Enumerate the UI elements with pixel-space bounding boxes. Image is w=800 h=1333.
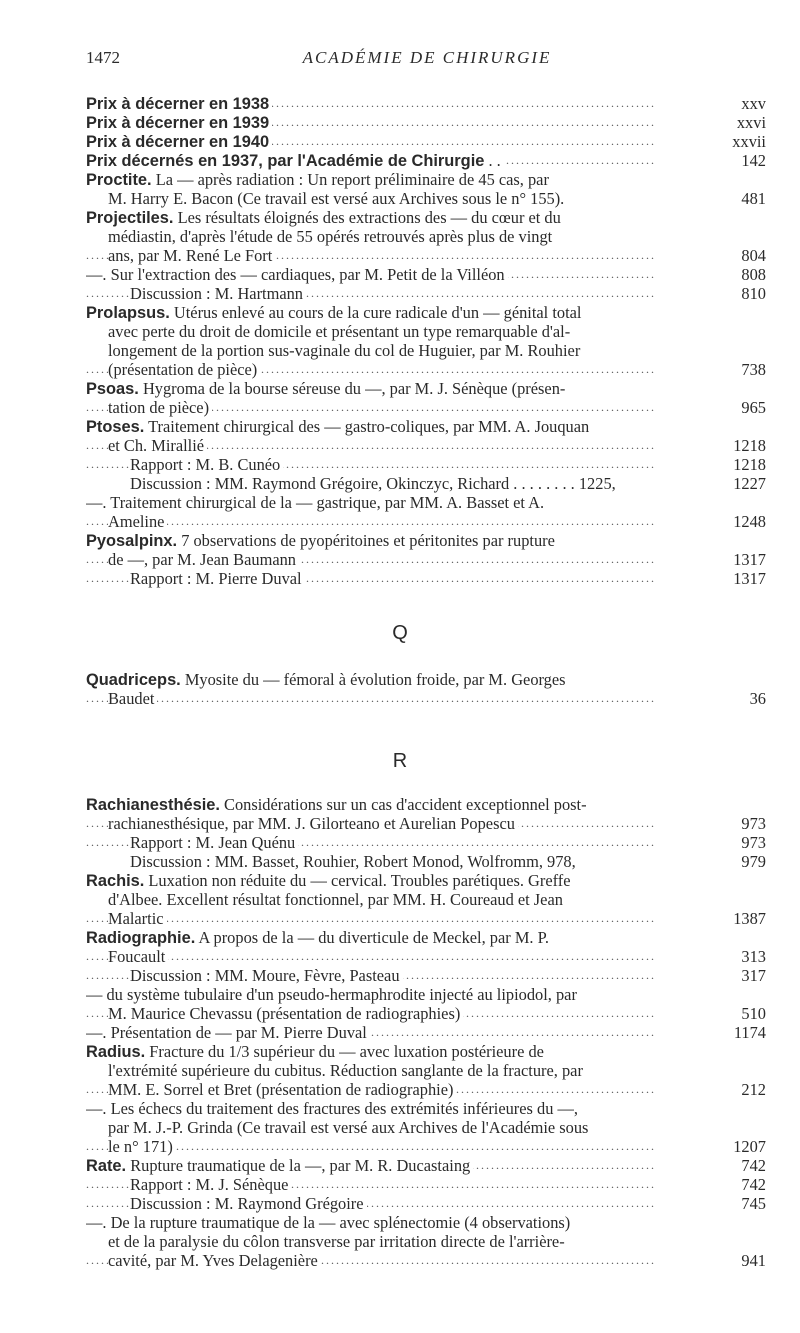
index-line-text [86, 303, 584, 322]
index-line-text [108, 1004, 463, 1023]
index-line-text [108, 1118, 591, 1137]
index-line [86, 398, 766, 417]
index-line-text [86, 151, 504, 170]
page-reference: 1317 [729, 550, 766, 569]
index-line-text [108, 550, 299, 569]
index-entry-text: Fracture du 1/3 supérieur du — avec luxation postérieure de [145, 1042, 544, 1061]
index-line [86, 455, 766, 474]
index-line-text [108, 246, 275, 265]
index-line [86, 132, 766, 151]
index-line [86, 170, 766, 189]
page-reference: 313 [737, 947, 766, 966]
index-line [86, 227, 766, 246]
page-reference: xxvi [733, 113, 766, 132]
index-line [86, 512, 766, 531]
index-line [86, 833, 766, 852]
page-reference: 973 [737, 833, 766, 852]
index-entry-text: —. Les échecs du traitement des fractures des extrémités inférieures du —, [86, 1099, 578, 1118]
index-entry-text: Rapport : M. Pierre Duval [130, 569, 302, 588]
index-keyword: Proctite. [86, 171, 152, 189]
index-line [86, 493, 766, 512]
page-reference: 1218 [729, 455, 766, 474]
index-line-text [108, 360, 260, 379]
index-line-text [130, 833, 298, 852]
index-keyword: Quadriceps. [86, 671, 181, 689]
page-reference: 745 [737, 1194, 766, 1213]
index-keyword: Radius. [86, 1043, 146, 1061]
index-line [86, 379, 766, 398]
index-line [86, 189, 766, 208]
index-line [86, 1137, 766, 1156]
index-entry-text: médiastin, d'après l'étude de 55 opérés retrouvés après plus de vingt [108, 227, 553, 246]
index-line [86, 909, 766, 928]
index-line-text [108, 1080, 456, 1099]
index-line-text [86, 170, 552, 189]
index-entry-text: par M. J.-P. Grinda (Ce travail est versé aux Archives de l'Académie sous [108, 1118, 589, 1137]
page-reference: 317 [737, 966, 766, 985]
index-line [86, 795, 766, 814]
index-line [86, 284, 766, 303]
index-line-text [86, 1213, 573, 1232]
index-line-text [86, 493, 547, 512]
index-line-text [108, 227, 555, 246]
index-line-text [130, 474, 619, 493]
index-line-text [108, 814, 518, 833]
index-line-text [108, 1061, 586, 1080]
index-line [86, 208, 766, 227]
index-keyword: Prix à décerner en 1938 [86, 95, 270, 113]
index-line-text [86, 208, 564, 227]
index-entry-text: Rupture traumatique de la —, par M. R. Ducastaing [126, 1156, 471, 1175]
index-line-text [108, 1232, 568, 1251]
index-line [86, 1023, 766, 1042]
page-reference: 510 [737, 1004, 766, 1023]
index-line [86, 985, 766, 1004]
index-line [86, 550, 766, 569]
section-letter-q: Q [392, 622, 408, 644]
index-entry-text: Discussion : MM. Raymond Grégoire, Okinczyc, Richard . . . . . . . . 1225, [130, 474, 616, 493]
index-line-text [130, 284, 306, 303]
page-reference: xxv [737, 94, 766, 113]
index-line-text [86, 670, 569, 689]
index-line [86, 322, 766, 341]
index-entry-text: La — après radiation : Un report préliminaire de 45 cas, par [151, 170, 549, 189]
index-line [86, 1080, 766, 1099]
index-entry-text: —. Sur l'extraction des — cardiaques, par M. Petit de la Villéon [86, 265, 505, 284]
index-line-text [108, 341, 583, 360]
index-line [86, 341, 766, 360]
index-keyword: Radiographie. [86, 929, 196, 947]
index-line [86, 689, 766, 708]
index-keyword: Projectiles. [86, 209, 174, 227]
page-reference: 1317 [729, 569, 766, 588]
index-entry-text: Myosite du — fémoral à évolution froide, par M. Georges [180, 670, 566, 689]
index-line [86, 852, 766, 871]
index-line [86, 151, 766, 170]
page-header [86, 48, 768, 72]
index-entry-text: . . [484, 151, 501, 170]
index-line-text [86, 871, 574, 890]
index-line-text [86, 985, 580, 1004]
index-entry-text: Rapport : M. Jean Quénu [130, 833, 296, 852]
index-line [86, 474, 766, 493]
index-line-text [86, 795, 590, 814]
index-line-text [86, 132, 272, 151]
index-line [86, 436, 766, 455]
page-reference: 742 [737, 1175, 766, 1194]
index-entry-text: MM. E. Sorrel et Bret (présentation de radiographie) [108, 1080, 454, 1099]
index-line-text [86, 1156, 473, 1175]
index-entry-text: le n° 171) [108, 1137, 173, 1156]
index-keyword: Psoas. [86, 380, 139, 398]
index-entry-text: Les résultats éloignés des extractions des — du cœur et du [173, 208, 561, 227]
index-line [86, 360, 766, 379]
index-line-text [130, 455, 283, 474]
index-keyword: Prix à décerner en 1940 [86, 133, 270, 151]
index-entry-text: M. Harry E. Bacon (Ce travail est versé aux Archives sous le n° 155). [108, 189, 565, 208]
index-entry-text: de —, par M. Jean Baumann [108, 550, 296, 569]
page-reference: 808 [737, 265, 766, 284]
index-entry-text: Traitement chirurgical des — gastro-coliques, par MM. A. Jouquan [144, 417, 590, 436]
index-entry-text: cavité, par M. Yves Delagenière [108, 1251, 318, 1270]
page-reference: 973 [737, 814, 766, 833]
index-entry-text: et de la paralysie du côlon transverse par irritation directe de l'arrière- [108, 1232, 565, 1251]
index-entry-text: Baudet [108, 689, 155, 708]
page-reference: 1227 [729, 474, 766, 493]
index-line [86, 890, 766, 909]
index-line-text [86, 265, 508, 284]
index-line-text [108, 947, 168, 966]
index-line-text [108, 436, 207, 455]
index-line-text [108, 398, 212, 417]
index-line-text [86, 928, 552, 947]
index-line [86, 1061, 766, 1080]
index-keyword: Prolapsus. [86, 304, 170, 322]
index-entry-text: M. Maurice Chevassu (présentation de radiographies) [108, 1004, 461, 1023]
index-line [86, 814, 766, 833]
index-entry-text: — du système tubulaire d'un pseudo-hermaphrodite injecté au lipiodol, par [86, 985, 577, 1004]
index-line-text [108, 1251, 321, 1270]
index-line [86, 113, 766, 132]
index-entry-text: Considérations sur un cas d'accident exceptionnel post- [219, 795, 587, 814]
index-entry-text: Discussion : MM. Basset, Rouhier, Robert Monod, Wolfromm, 978, [130, 852, 576, 871]
page-reference: 142 [737, 151, 766, 170]
index-line-text [86, 113, 272, 132]
index-line-text [130, 569, 305, 588]
index-entry-text: rachianesthésique, par MM. J. Gilorteano et Aurelian Popescu [108, 814, 515, 833]
index-line [86, 1194, 766, 1213]
index-keyword: Rachianesthésie. [86, 796, 220, 814]
index-section-p [86, 94, 766, 588]
page-reference: 979 [737, 852, 766, 871]
page-reference: 1174 [730, 1023, 766, 1042]
page-reference: 941 [737, 1251, 766, 1270]
page-reference: 738 [737, 360, 766, 379]
index-section-r [86, 795, 766, 1270]
index-entry-text: Rapport : M. J. Sénèque [130, 1175, 289, 1194]
page-reference: 965 [737, 398, 766, 417]
page-number: 1472 [86, 48, 120, 67]
index-keyword: Prix à décerner en 1939 [86, 114, 270, 132]
index-line [86, 569, 766, 588]
index-line-text [108, 909, 167, 928]
index-line [86, 531, 766, 550]
index-entry-text: ans, par M. René Le Fort [108, 246, 273, 265]
index-line-text [108, 189, 567, 208]
page-reference: xxvii [728, 132, 766, 151]
index-entry-text: Rapport : M. B. Cunéo [130, 455, 281, 474]
index-entry-text: —. Traitement chirurgical de la — gastrique, par MM. A. Basset et A. [86, 493, 545, 512]
page-reference: 1387 [729, 909, 766, 928]
section-letter-r: R [392, 750, 408, 772]
index-line-text [86, 94, 272, 113]
index-entry-text: avec perte du droit de domicile et présentant un type remarquable d'al- [108, 322, 571, 341]
index-entry-text: l'extrémité supérieure du cubitus. Réduction sanglante de la fracture, par [108, 1061, 583, 1080]
index-line-text [86, 1042, 547, 1061]
index-line [86, 1042, 766, 1061]
index-keyword: Rachis. [86, 872, 145, 890]
index-entry-text: Utérus enlevé au cours de la cure radicale d'un — génital total [169, 303, 582, 322]
index-entry-text: longement de la portion sus-vaginale du col de Huguier, par M. Rouhier [108, 341, 581, 360]
index-entry-text: et Ch. Mirallié [108, 436, 205, 455]
index-entry-text: Discussion : M. Raymond Grégoire [130, 1194, 364, 1213]
index-entry-text: d'Albee. Excellent résultat fonctionnel, par MM. H. Coureaud et Jean [108, 890, 563, 909]
index-line [86, 947, 766, 966]
index-keyword: Pyosalpinx. [86, 532, 178, 550]
index-entry-text: tation de pièce) [108, 398, 210, 417]
index-line-text [86, 379, 568, 398]
index-entry-text: Discussion : MM. Moure, Fèvre, Pasteau [130, 966, 400, 985]
index-line-text [108, 322, 573, 341]
page-reference: 810 [737, 284, 766, 303]
index-entry-text: Hygroma de la bourse séreuse du —, par M. J. Sénèque (présen- [138, 379, 566, 398]
index-line-text [108, 512, 167, 531]
index-line [86, 303, 766, 322]
index-keyword: Prix décernés en 1937, par l'Académie de Chirurgie [86, 152, 485, 170]
index-line [86, 1099, 766, 1118]
index-line [86, 417, 766, 436]
index-entry-text: A propos de la — du diverticule de Meckel, par M. P. [195, 928, 549, 947]
index-line-text [108, 689, 157, 708]
index-line [86, 1156, 766, 1175]
index-line [86, 670, 766, 689]
index-line [86, 1118, 766, 1137]
index-entry-text: —. Présentation de — par M. Pierre Duval [86, 1023, 367, 1042]
page-reference: 1218 [729, 436, 766, 455]
page-reference: 212 [737, 1080, 766, 1099]
page-reference: 1207 [729, 1137, 766, 1156]
index-entry-text: Foucault [108, 947, 166, 966]
index-line [86, 1232, 766, 1251]
index-entry-text: —. De la rupture traumatique de la — avec splénectomie (4 observations) [86, 1213, 571, 1232]
index-keyword: Ptoses. [86, 418, 145, 436]
index-line [86, 966, 766, 985]
index-line-text [130, 1175, 291, 1194]
index-line [86, 1251, 766, 1270]
index-line-text [86, 1099, 581, 1118]
index-line [86, 1004, 766, 1023]
index-section-q [86, 670, 766, 708]
index-line [86, 246, 766, 265]
page-reference: 1248 [729, 512, 766, 531]
index-line-text [86, 531, 558, 550]
index-entry-text: (présentation de pièce) [108, 360, 258, 379]
index-entry-text: Luxation non réduite du — cervical. Troubles parétiques. Greffe [144, 871, 571, 890]
page-reference: 36 [746, 689, 766, 708]
page-reference: 481 [737, 189, 766, 208]
index-line-text [130, 1194, 367, 1213]
running-title: ACADÉMIE DE CHIRURGIE [302, 48, 552, 67]
index-line-text [86, 1023, 370, 1042]
index-line [86, 1213, 766, 1232]
page-reference: 804 [737, 246, 766, 265]
index-line [86, 265, 766, 284]
index-entry-text: 7 observations de pyopéritoines et péritonites par rupture [177, 531, 555, 550]
index-line-text [130, 966, 403, 985]
index-line-text [108, 1137, 176, 1156]
index-entry-text: Malartic [108, 909, 164, 928]
index-line-text [130, 852, 579, 871]
index-line [86, 1175, 766, 1194]
page-reference: 742 [737, 1156, 766, 1175]
index-entry-text: Ameline [108, 512, 165, 531]
index-line-text [108, 890, 566, 909]
index-entry-text: Discussion : M. Hartmann [130, 284, 303, 303]
index-line [86, 928, 766, 947]
index-line-text [86, 417, 592, 436]
index-line [86, 94, 766, 113]
index-keyword: Rate. [86, 1157, 127, 1175]
index-line [86, 871, 766, 890]
